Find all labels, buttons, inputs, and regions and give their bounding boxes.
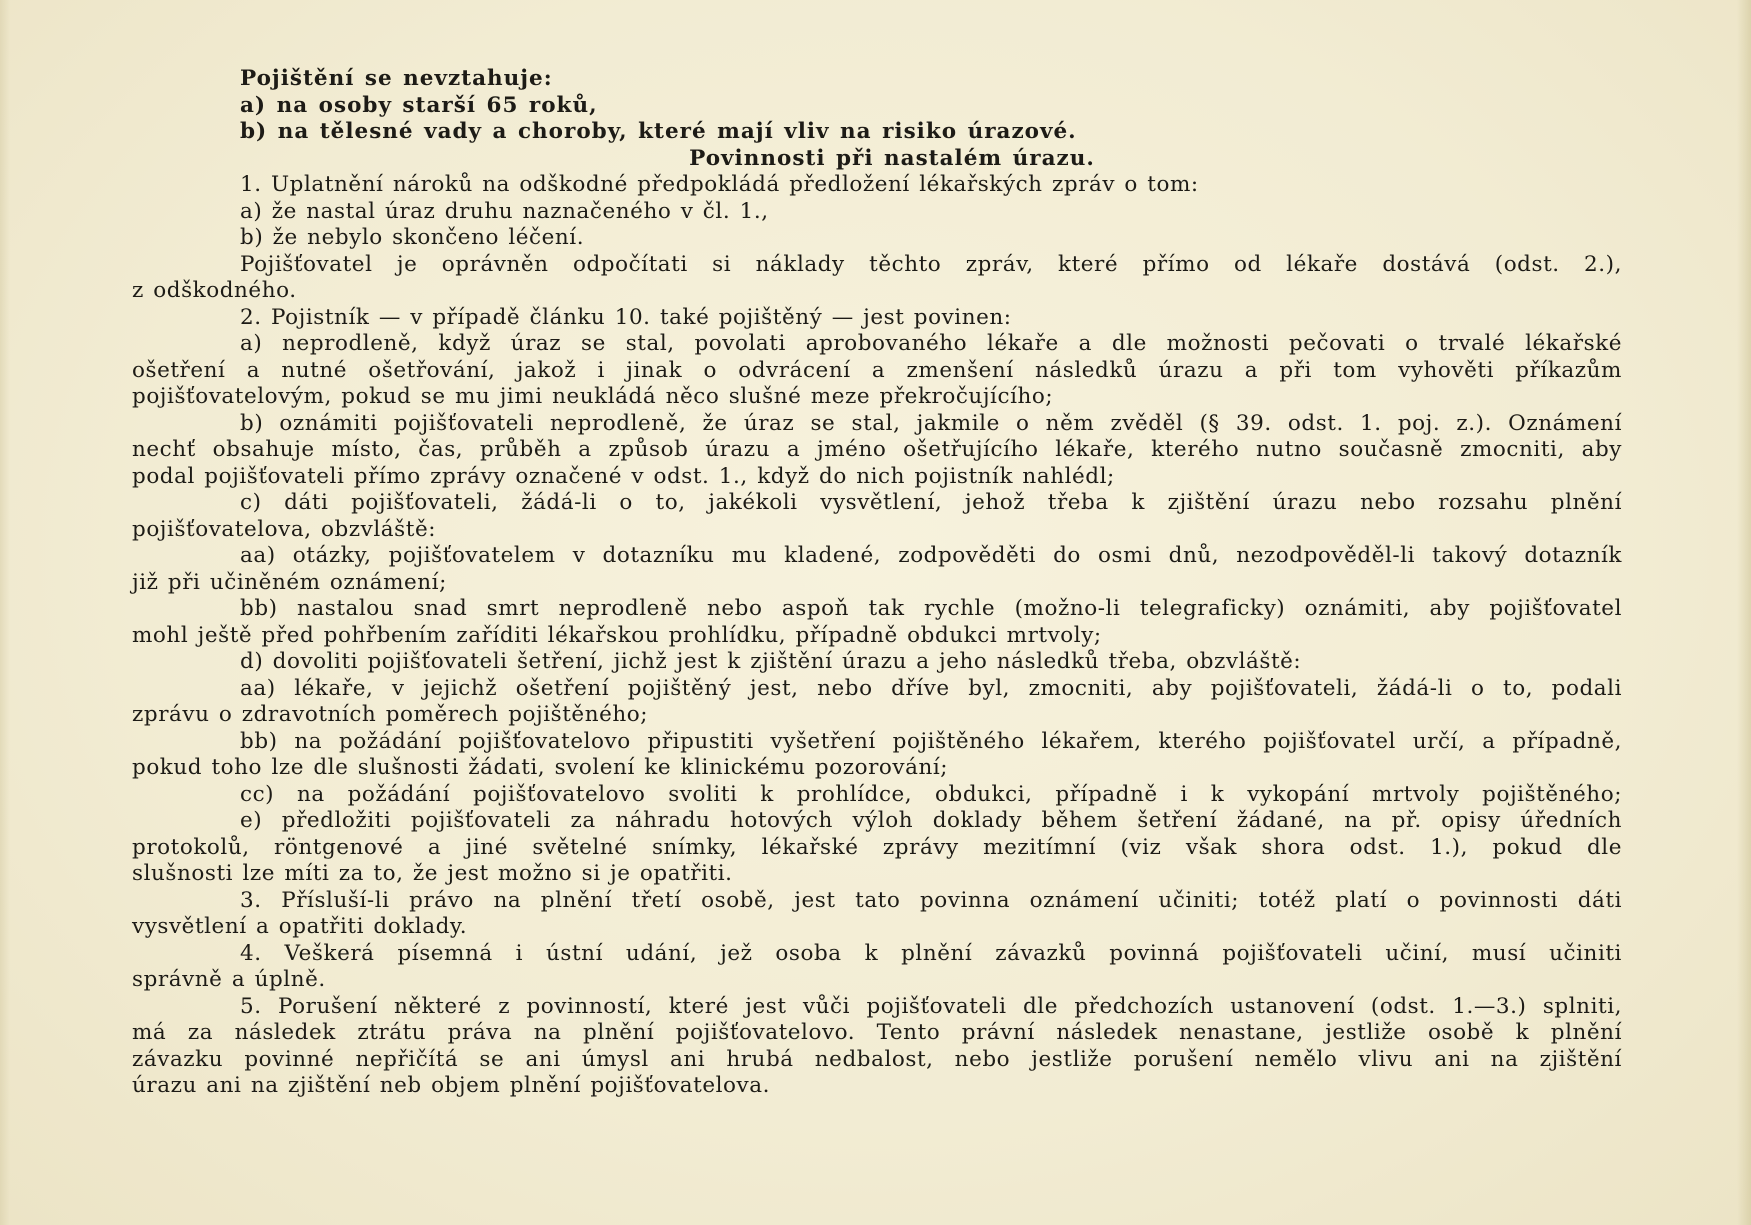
text-line: vysvětlení a opatřiti doklady. [132, 914, 468, 939]
text-line: správně a úplně. [132, 967, 326, 992]
text-line: již při učiněném oznámení; [132, 569, 447, 595]
text-line: 1. Uplatnění nároků na odškodné předpokládá předložení lékařských zpráv o tom: [240, 172, 1199, 197]
text-line: c) dáti pojišťovateli, žádá-li o to, jakékoli vysvětlení, jehož třeba k zjištění úrazu nebo rozsahu plnění [240, 490, 1622, 515]
text-line: aa) lékaře, v jejichž ošetření pojištěný jest, nebo dříve byl, zmocniti, aby pojišťovateli, žádá-li o to, podali [240, 675, 1622, 701]
text-line: bb) nastalou snad smrt neprodleně nebo aspoň tak rychle (možno-li telegraficky) oznámiti, aby pojišťovatel [240, 596, 1622, 621]
document-text [132, 66, 1622, 1100]
text-line: 2. Pojistník — v případě článku 10. také pojištěný — jest povinen: [240, 304, 1012, 330]
text-line: 5. Porušení některé z povinností, které jest vůči pojišťovateli dle předchozích ustanovení (odst. 1.—3.) splniti, [240, 993, 1622, 1019]
text-line: b) že nebylo skončeno léčení. [240, 225, 585, 250]
text-line: a) že nastal úraz druhu naznačeného v čl. 1., [240, 198, 769, 224]
text-line: protokolů, röntgenové a jiné světelné snímky, lékařské zprávy mezitímní (viz však shora odst. 1.), pokud dle [132, 834, 1622, 860]
text-line: zprávu o zdravotních poměrech pojištěného; [132, 702, 649, 727]
paper-edge-left [0, 0, 10, 1225]
text-line: d) dovoliti pojišťovateli šetření, jichž jest k zjištění úrazu a jeho následků třeba, obzvláště: [240, 649, 1302, 674]
exclusion-item-b: b) na tělesné vady a choroby, které mají vliv na risiko úrazové. [240, 119, 1077, 144]
text-line: a) neprodleně, když úraz se stal, povolati aprobovaného lékaře a dle možnosti pečovati o trvalé lékařské [240, 331, 1622, 356]
duties-body [132, 172, 1622, 1100]
text-line: e) předložiti pojišťovateli za náhradu hotových výloh doklady během šetření žádané, na př. opisy úředních [240, 808, 1622, 833]
text-line: b) oznámiti pojišťovateli neprodleně, že úraz se stal, jakmile o něm zvěděl (§ 39. odst. 1. poj. z.). Oznámení [240, 410, 1622, 436]
text-line: z odškodného. [132, 278, 297, 303]
exclusion-item-a: a) na osoby starší 65 roků, [240, 92, 598, 118]
exclusions-heading: Pojištění se nevztahuje: [240, 66, 553, 91]
text-line: úrazu ani na zjištění neb objem plnění pojišťovatelova. [132, 1073, 770, 1098]
text-line: 4. Veškerá písemná i ústní udání, jež osoba k plnění závazků povinná pojišťovateli učiní, musí učiniti [240, 940, 1622, 966]
text-line: 3. Přísluší-li právo na plnění třetí osobě, jest tato povinna oznámení učiniti; totéž platí o povinnosti dáti [240, 887, 1622, 913]
paper-edge-right [1737, 0, 1751, 1225]
text-line: mohl ještě před pohřbením zaříditi lékařskou prohlídku, případně obdukci mrtvoly; [132, 622, 1102, 648]
text-line: závazku povinné nepřičítá se ani úmysl ani hrubá nedbalost, nebo jestliže porušení nemělo vlivu ani na zjištění [132, 1046, 1622, 1072]
text-line: pojišťovatelova, obzvláště: [132, 516, 437, 542]
text-line: pokud toho lze dle slušnosti žádati, svolení ke klinickému pozorování; [132, 755, 949, 780]
text-line: pojišťovatelovým, pokud se mu jimi neukládá něco slušné meze překročujícího; [132, 384, 1054, 409]
duties-heading: Povinnosti při nastalém úrazu. [689, 145, 1095, 171]
text-line: nechť obsahuje místo, čas, průběh a způsob úrazu a jméno ošetřujícího lékaře, kterého nutno současně zmocniti, aby [132, 437, 1622, 462]
text-line: ošetření a nutné ošetřování, jakož i jinak o odvrácení a zmenšení následků úrazu a při tom vyhověti příkazům [132, 357, 1622, 383]
text-line: cc) na požádání pojišťovatelovo svoliti k prohlídce, obdukci, případně i k vykopání mrtvoly pojištěného; [240, 781, 1622, 807]
text-line: slušnosti lze míti za to, že jest možno si je opatřiti. [132, 861, 733, 886]
text-line: aa) otázky, pojišťovatelem v dotazníku mu kladené, zodpověděti do osmi dnů, nezodpověděl-li takový dotazník [240, 543, 1622, 568]
text-line: bb) na požádání pojišťovatelovo připustiti vyšetření pojištěného lékařem, kterého pojišťovatel určí, a případně, [240, 728, 1622, 754]
text-line: má za následek ztrátu práva na plnění pojišťovatelovo. Tento právní následek nenastane, jestliže osobě k plnění [132, 1020, 1622, 1045]
text-line: podal pojišťovateli přímo zprávy označené v odst. 1., když do nich pojistník nahlédl; [132, 463, 1115, 489]
text-line: Pojišťovatel je oprávněn odpočítati si náklady těchto zpráv, které přímo od lékaře dostává (odst. 2.), [240, 251, 1622, 277]
